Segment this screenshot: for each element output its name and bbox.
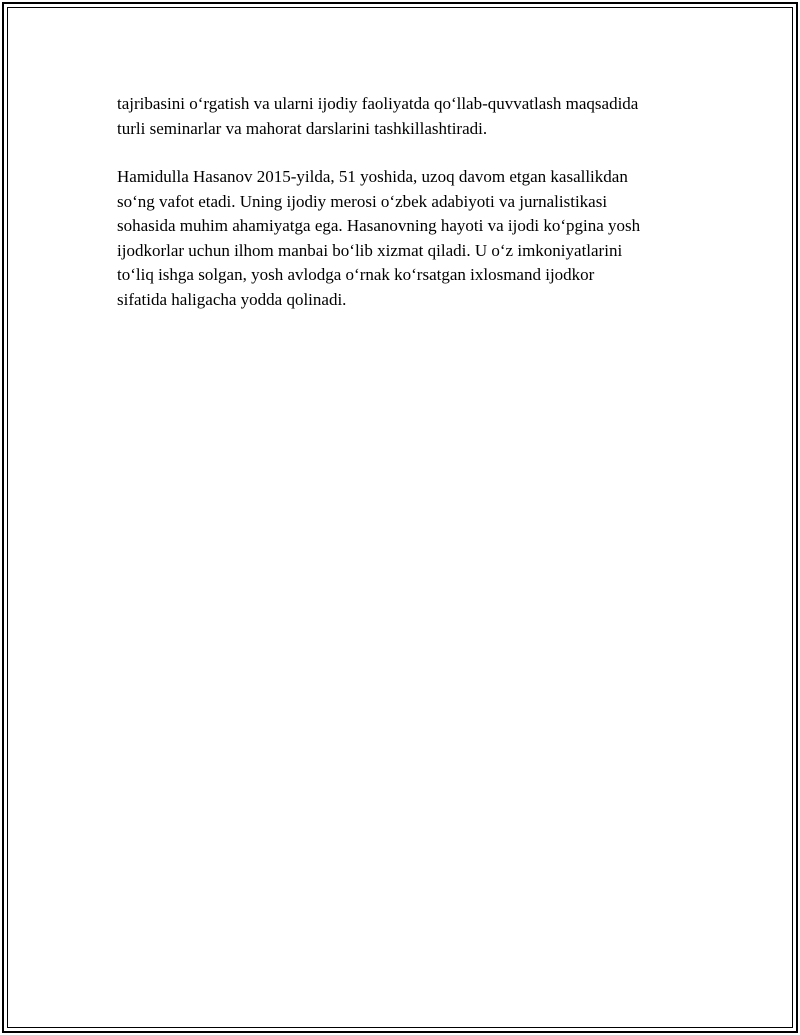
document-body xyxy=(117,92,697,336)
text-line: tajribasini oʻrgatish va ularni ijodiy faoliyatda qoʻllab-quvvatlash maqsadida xyxy=(117,94,639,113)
text-line: sifatida haligacha yodda qolinadi. xyxy=(117,289,347,309)
text-line: soʻng vafot etadi. Uning ijodiy merosi oʻzbek adabiyoti va jurnalistikasi xyxy=(117,191,608,211)
text-line: ijodkorlar uchun ilhom manbai boʻlib xizmat qiladi. U oʻz imkoniyatlarini xyxy=(117,240,623,260)
paragraph-continuation xyxy=(117,92,697,141)
text-line: toʻliq ishga solgan, yosh avlodga oʻrnak koʻrsatgan ixlosmand ijodkor xyxy=(117,265,595,284)
paragraph-biography-death xyxy=(117,165,697,312)
text-line: sohasida muhim ahamiyatga ega. Hasanovning hayoti va ijodi koʻpgina yosh xyxy=(117,216,641,235)
text-line: Hamidulla Hasanov 2015-yilda, 51 yoshida, uzoq davom etgan kasallikdan xyxy=(117,167,628,186)
text-line: turli seminarlar va mahorat darslarini tashkillashtiradi. xyxy=(117,118,488,138)
